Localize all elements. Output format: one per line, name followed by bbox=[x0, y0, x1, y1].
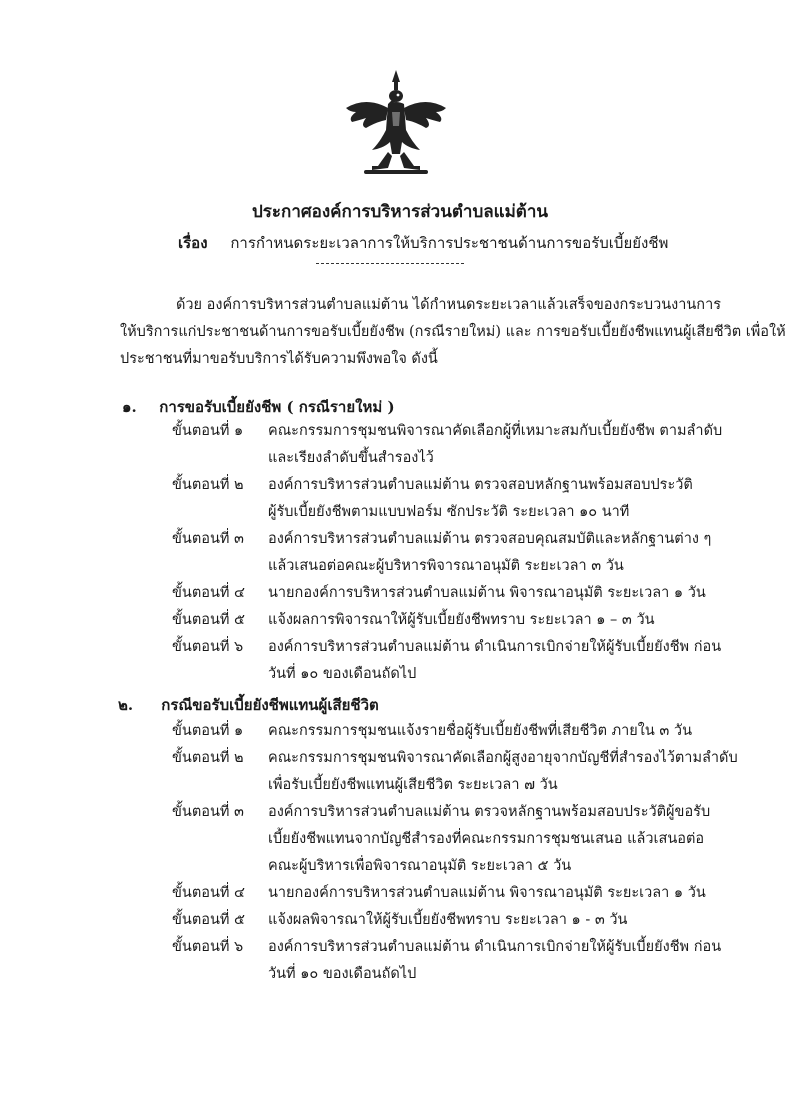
step-text-line: วันที่ ๑๐ ของเดือนถัดไป bbox=[268, 666, 417, 682]
subject-label: เรื่อง bbox=[178, 234, 208, 252]
step-text-line: คณะกรรมการชุมชนแจ้งรายชื่อผู้รับเบี้ยยังชีพที่เสียชีวิต ภายใน ๓ วัน bbox=[268, 723, 692, 739]
step-text-line: คณะกรรมการชุมชนพิจารณาคัดเลือกผู้สูงอายุจากบัญชีที่สำรองไว้ตามลำดับ bbox=[268, 750, 738, 766]
step-text-line: นายกองค์การบริหารส่วนตำบลแม่ต้าน พิจารณาอนุมัติ ระยะเวลา ๑ วัน bbox=[268, 585, 706, 601]
subject-text: การกำหนดระยะเวลาการให้บริการประชาชนด้านการขอรับเบี้ยยังชีพ bbox=[230, 234, 669, 252]
step-text-line: ผู้รับเบี้ยยังชีพตามแบบฟอร์ม ซักประวัติ ระยะเวลา ๑๐ นาที bbox=[268, 504, 630, 520]
step-text-line: องค์การบริหารส่วนตำบลแม่ต้าน ตรวจหลักฐานพร้อมสอบประวัติผู้ขอรับ bbox=[268, 804, 711, 820]
step-label: ขั้นตอนที่ ๓ bbox=[172, 531, 244, 547]
step-text-line: องค์การบริหารส่วนตำบลแม่ต้าน ดำเนินการเบิกจ่ายให้ผู้รับเบี้ยยังชีพ ก่อน bbox=[268, 939, 722, 955]
title-divider bbox=[316, 263, 464, 264]
step-text-line: แจ้งผลการพิจารณาให้ผู้รับเบี้ยยังชีพทราบ ระยะเวลา ๑ – ๓ วัน bbox=[268, 612, 655, 628]
section-1-number: ๑. bbox=[122, 398, 137, 416]
step-text-line: องค์การบริหารส่วนตำบลแม่ต้าน ตรวจสอบคุณสมบัติและหลักฐานต่าง ๆ bbox=[268, 531, 712, 547]
intro-paragraph bbox=[120, 292, 786, 373]
step-label: ขั้นตอนที่ ๑ bbox=[172, 423, 244, 439]
step-label: ขั้นตอนที่ ๕ bbox=[172, 612, 246, 628]
garuda-emblem-icon bbox=[336, 68, 456, 178]
step-label: ขั้นตอนที่ ๑ bbox=[172, 723, 244, 739]
step-text-line: และเรียงลำดับขึ้นสำรองไว้ bbox=[268, 450, 434, 466]
section-1-heading bbox=[122, 395, 395, 419]
step-label: ขั้นตอนที่ ๖ bbox=[172, 639, 244, 655]
step-text-line: องค์การบริหารส่วนตำบลแม่ต้าน ดำเนินการเบิกจ่ายให้ผู้รับเบี้ยยังชีพ ก่อน bbox=[268, 639, 722, 655]
intro-line-1: ด้วย องค์การบริหารส่วนตำบลแม่ต้าน ได้กำหนดระยะเวลาแล้วเสร็จของกระบวนงานการ bbox=[176, 297, 722, 313]
step-label: ขั้นตอนที่ ๒ bbox=[172, 477, 244, 493]
step-text-line: องค์การบริหารส่วนตำบลแม่ต้าน ตรวจสอบหลักฐานพร้อมสอบประวัติ bbox=[268, 477, 693, 493]
section-2-heading bbox=[118, 693, 379, 717]
section-2-number: ๒. bbox=[118, 696, 134, 714]
step-label: ขั้นตอนที่ ๔ bbox=[172, 885, 246, 901]
section-2-step-6 bbox=[172, 934, 722, 988]
step-label: ขั้นตอนที่ ๕ bbox=[172, 912, 246, 928]
step-text-line: แจ้งผลพิจารณาให้ผู้รับเบี้ยยังชีพทราบ ระยะเวลา ๑ - ๓ วัน bbox=[268, 912, 628, 928]
section-1-step-5 bbox=[172, 607, 692, 634]
section-1-step-4 bbox=[172, 580, 706, 607]
step-text-line: นายกองค์การบริหารส่วนตำบลแม่ต้าน พิจารณาอนุมัติ ระยะเวลา ๑ วัน bbox=[268, 885, 706, 901]
step-text-line: คณะกรรมการชุมชนพิจารณาคัดเลือกผู้ที่เหมาะสมกับเบี้ยยังชีพ ตามลำดับ bbox=[268, 423, 723, 439]
intro-line-3: ประชาชนที่มาขอรับบริการได้รับความพึงพอใจ ดังนี้ bbox=[120, 351, 438, 367]
section-1-step-3 bbox=[172, 526, 712, 580]
section-2-step-3 bbox=[172, 799, 711, 880]
step-text-line: วันที่ ๑๐ ของเดือนถัดไป bbox=[268, 966, 417, 982]
section-1-step-6 bbox=[172, 634, 722, 688]
section-2-step-5 bbox=[172, 907, 692, 934]
subject-line bbox=[178, 231, 668, 255]
step-label: ขั้นตอนที่ ๓ bbox=[172, 804, 244, 820]
step-text-line: แล้วเสนอต่อคณะผู้บริหารพิจารณาอนุมัติ ระยะเวลา ๓ วัน bbox=[268, 558, 624, 574]
announcement-title: ประกาศองค์การบริหารส่วนตำบลแม่ต้าน bbox=[251, 202, 549, 222]
step-text-line: คณะผู้บริหารเพื่อพิจารณาอนุมัติ ระยะเวลา ๕ วัน bbox=[268, 858, 572, 874]
section-2-step-2 bbox=[172, 745, 738, 799]
section-2-title: กรณีขอรับเบี้ยยังชีพแทนผู้เสียชีวิต bbox=[161, 696, 379, 714]
step-label: ขั้นตอนที่ ๔ bbox=[172, 585, 246, 601]
intro-line-2: ให้บริการแก่ประชาชนด้านการขอรับเบี้ยยังชีพ (กรณีรายใหม่) และ การขอรับเบี้ยยังชีพแทนผู้เสียชีวิต เพื่อให้ bbox=[120, 324, 786, 340]
section-1-step-2 bbox=[172, 472, 692, 526]
section-1-step-1 bbox=[172, 418, 723, 472]
step-label: ขั้นตอนที่ ๖ bbox=[172, 939, 244, 955]
step-text-line: เบี้ยยังชีพแทนจากบัญชีสำรองที่คณะกรรมการชุมชนเสนอ แล้วเสนอต่อ bbox=[268, 831, 705, 847]
section-2-step-1 bbox=[172, 718, 692, 745]
section-1-title: การขอรับเบี้ยยังชีพ ( กรณีรายใหม่ ) bbox=[159, 398, 395, 416]
step-text-line: เพื่อรับเบี้ยยังชีพแทนผู้เสียชีวิต ระยะเวลา ๗ วัน bbox=[268, 777, 558, 793]
section-2-step-4 bbox=[172, 880, 706, 907]
step-label: ขั้นตอนที่ ๒ bbox=[172, 750, 244, 766]
